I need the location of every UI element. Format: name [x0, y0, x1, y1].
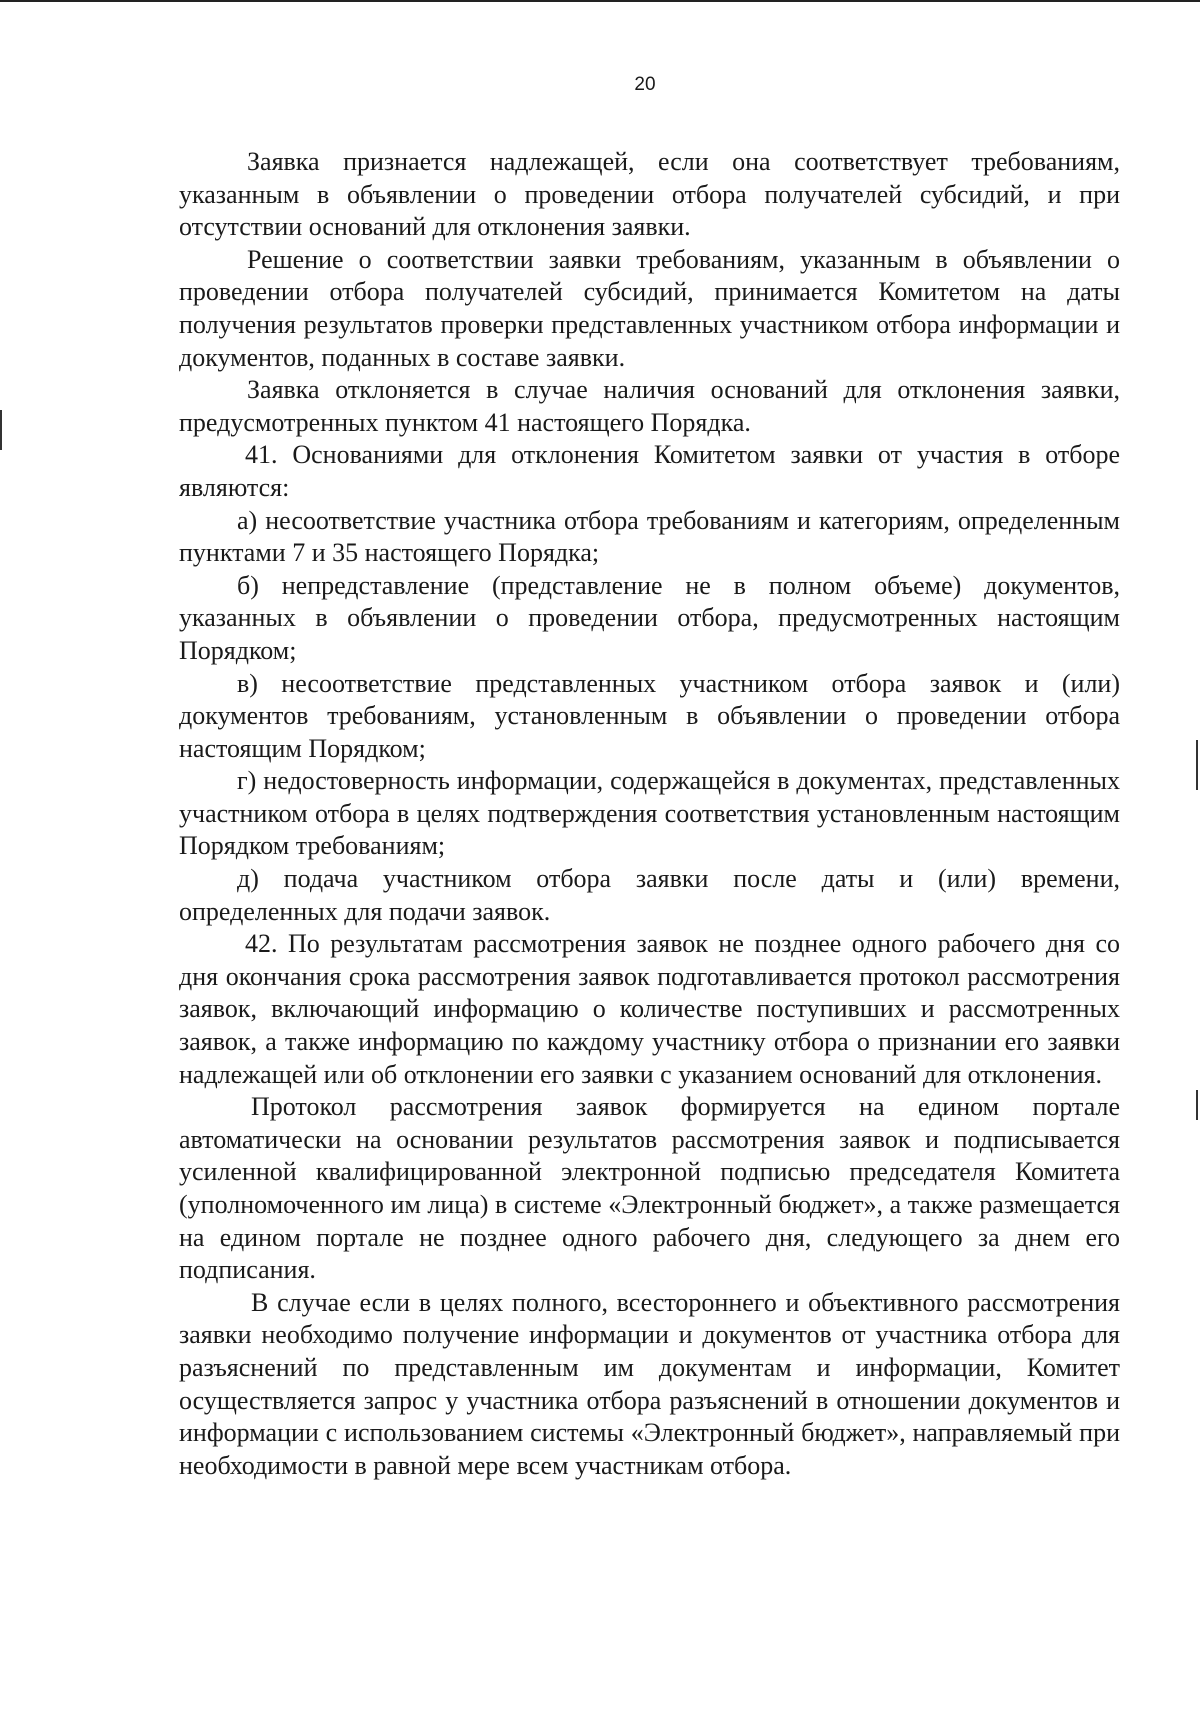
- paragraph: В случае если в целях полного, всестороннего и объективного рассмотрения заявки необходимо получение информации и документов от участника отбора для разъяснений по представленным им документам и информации, Комитет осуществляется запрос у участника отбора разъяснений в отношении документов и информации с использованием системы «Электронный бюджет», направляемый при необходимости в равной мере всем участникам отбора.: [179, 1287, 1120, 1480]
- paragraph: Заявка отклоняется в случае наличия оснований для отклонения заявки, предусмотренных пунктом 41 настоящего Порядка.: [179, 375, 1120, 437]
- scan-top-border: [0, 0, 1200, 2]
- list-item-v: в) несоответствие представленных участником отбора заявок и (или) документов требованиям, установленным в объявлении о проведении отбора настоящим Порядком;: [179, 668, 1120, 763]
- paragraph: Решение о соответствии заявки требованиям, указанным в объявлении о проведении отбора получателей субсидий, принимается Комитетом на даты получения результатов проверки представленных участником отбора информации и документов, поданных в составе заявки.: [179, 244, 1120, 372]
- paragraph-clause-41: 41. Основаниями для отклонения Комитетом заявки от участия в отборе являются:: [179, 440, 1120, 502]
- list-item-d: д) подача участником отбора заявки после даты и (или) времени, определенных для подачи заявок.: [179, 864, 1120, 926]
- list-item-b: б) непредставление (представление не в полном объеме) документов, указанных в объявлении о проведении отбора, предусмотренных настоящим Порядком;: [179, 570, 1120, 665]
- document-body: [179, 146, 1120, 1482]
- scan-margin-mark: [0, 410, 2, 450]
- page-number: 20: [634, 74, 656, 95]
- paragraph: Протокол рассмотрения заявок формируется на едином портале автоматически на основании результатов рассмотрения заявок и подписывается усиленной квалифицированной электронной подписью председателя Комитета (уполномоченного им лица) в системе «Электронный бюджет», а также размещается на едином портале не позднее одного рабочего дня, следующего за днем его подписания.: [179, 1092, 1120, 1285]
- list-item-g: г) недостоверность информации, содержащейся в документах, представленных участником отбора в целях подтверждения соответствия установленным настоящим Порядком требованиям;: [179, 766, 1120, 861]
- scan-margin-mark: [1196, 1090, 1198, 1120]
- list-item-a: а) несоответствие участника отбора требованиям и категориям, определенным пунктами 7 и 35 настоящего Порядка;: [179, 505, 1120, 568]
- scan-margin-mark: [1196, 740, 1198, 790]
- paragraph: Заявка признается надлежащей, если она соответствует требованиям, указанным в объявлении о проведении отбора получателей субсидий, и при отсутствии оснований для отклонения заявки.: [179, 147, 1120, 242]
- paragraph-clause-42: 42. По результатам рассмотрения заявок не позднее одного рабочего дня со дня окончания срока рассмотрения заявок подготавливается протокол рассмотрения заявок, включающий информацию о количестве поступивших и рассмотренных заявок, а также информацию по каждому участнику отбора о признании его заявки надлежащей или об отклонении его заявки с указанием оснований для отклонения.: [179, 929, 1120, 1089]
